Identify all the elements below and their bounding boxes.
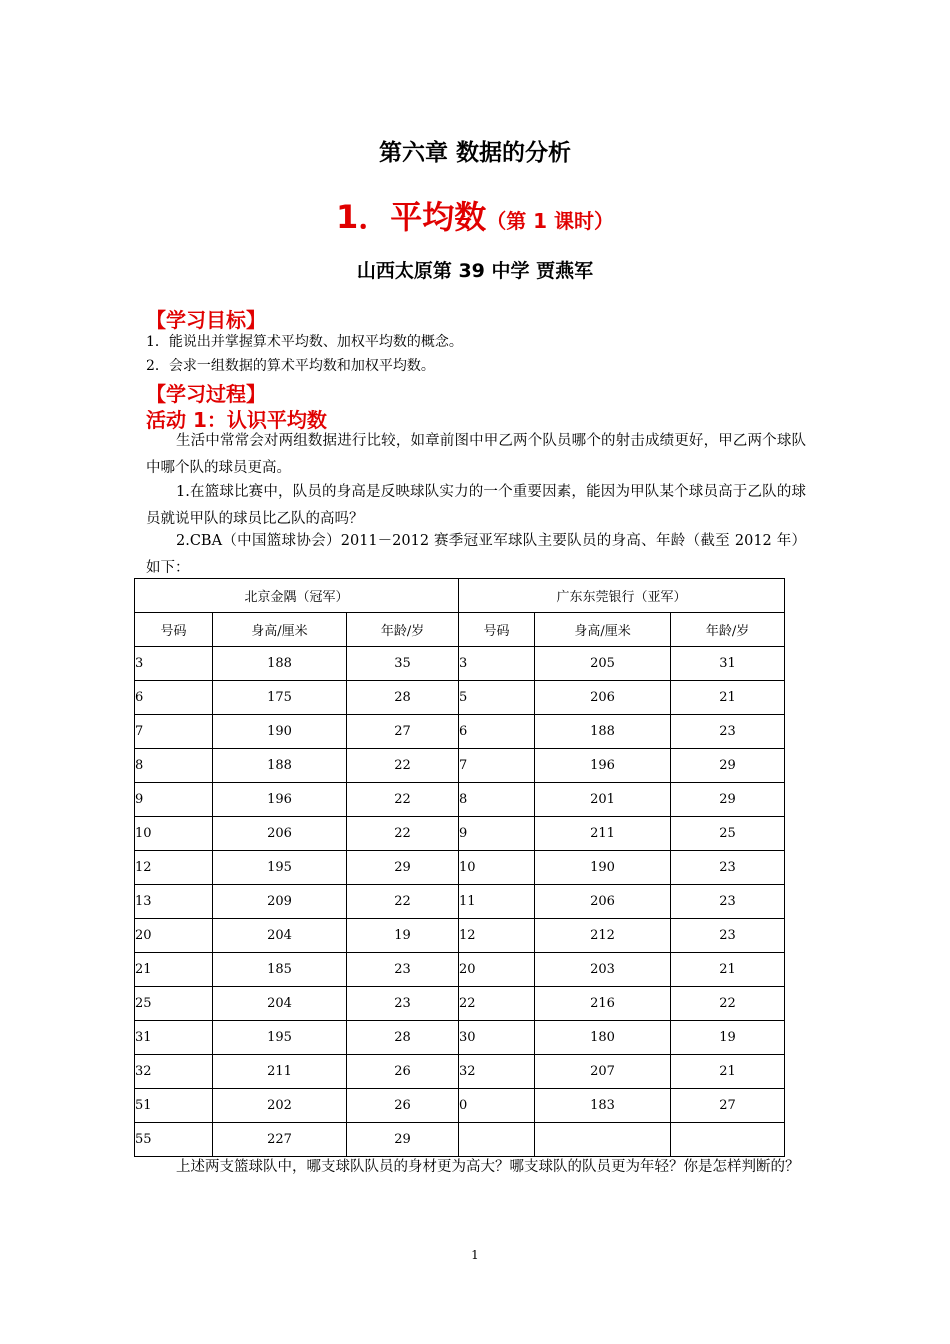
table-cell: 209 bbox=[213, 885, 347, 919]
table-cell: 29 bbox=[671, 749, 785, 783]
table-cell: 19 bbox=[347, 919, 459, 953]
table-cell: 31 bbox=[135, 1021, 213, 1055]
table-row bbox=[135, 953, 785, 987]
table-cell: 30 bbox=[459, 1021, 535, 1055]
table-cell: 29 bbox=[347, 1123, 459, 1157]
column-header: 号码 bbox=[135, 613, 213, 647]
process-heading: 【学习过程】 bbox=[146, 382, 266, 406]
table-cell bbox=[535, 1123, 671, 1157]
table-cell: 21 bbox=[671, 953, 785, 987]
table-cell: 23 bbox=[347, 987, 459, 1021]
table-cell: 212 bbox=[535, 919, 671, 953]
column-header: 年龄/岁 bbox=[347, 613, 459, 647]
table-cell: 0 bbox=[459, 1089, 535, 1123]
table-cell: 22 bbox=[347, 749, 459, 783]
activity-heading: 活动 1：认识平均数 bbox=[146, 408, 327, 432]
table-cell: 202 bbox=[213, 1089, 347, 1123]
table-cell: 55 bbox=[135, 1123, 213, 1157]
column-header: 号码 bbox=[459, 613, 535, 647]
team-a-name: 北京金隅（冠军） bbox=[135, 579, 459, 613]
table-cell: 8 bbox=[459, 783, 535, 817]
team-header-row bbox=[135, 579, 785, 613]
question-1-paragraph: 1.在篮球比赛中，队员的身高是反映球队实力的一个重要因素，能因为甲队某个球员高于乙队的球员就说甲队的球员比乙队的高吗？ bbox=[146, 484, 806, 527]
table-cell: 201 bbox=[535, 783, 671, 817]
table-cell: 20 bbox=[135, 919, 213, 953]
chapter-title: 第六章 数据的分析 bbox=[378, 140, 571, 166]
table-cell: 28 bbox=[347, 1021, 459, 1055]
table-row bbox=[135, 1089, 785, 1123]
table-cell: 188 bbox=[213, 647, 347, 681]
table-row bbox=[135, 851, 785, 885]
table-cell: 23 bbox=[671, 851, 785, 885]
table-row bbox=[135, 987, 785, 1021]
table-cell: 26 bbox=[347, 1089, 459, 1123]
table-row bbox=[135, 1021, 785, 1055]
table-cell: 188 bbox=[213, 749, 347, 783]
table-cell: 26 bbox=[347, 1055, 459, 1089]
table-cell: 32 bbox=[459, 1055, 535, 1089]
table-cell bbox=[671, 1123, 785, 1157]
table-cell: 5 bbox=[459, 681, 535, 715]
table-cell: 9 bbox=[459, 817, 535, 851]
table-cell: 211 bbox=[535, 817, 671, 851]
table-cell: 29 bbox=[671, 783, 785, 817]
page-number: 1 bbox=[471, 1248, 479, 1262]
author-line: 山西太原第 39 中学 贾燕军 bbox=[356, 260, 594, 282]
table-cell: 195 bbox=[213, 851, 347, 885]
table-cell: 23 bbox=[671, 715, 785, 749]
table-cell: 190 bbox=[535, 851, 671, 885]
goals-heading: 【学习目标】 bbox=[146, 308, 266, 332]
table-cell: 31 bbox=[671, 647, 785, 681]
follow-up-question: 上述两支篮球队中，哪支球队队员的身材更为高大？哪支球队的队员更为年轻？你是怎样判断的？ bbox=[176, 1159, 800, 1175]
team-b-name: 广东东莞银行（亚军） bbox=[459, 579, 785, 613]
table-cell: 196 bbox=[213, 783, 347, 817]
table-cell: 188 bbox=[535, 715, 671, 749]
table-cell: 7 bbox=[459, 749, 535, 783]
table-row bbox=[135, 885, 785, 919]
table-cell: 183 bbox=[535, 1089, 671, 1123]
table-cell: 207 bbox=[535, 1055, 671, 1089]
table-cell: 25 bbox=[671, 817, 785, 851]
table-cell: 20 bbox=[459, 953, 535, 987]
table-cell: 8 bbox=[135, 749, 213, 783]
lesson-title bbox=[0, 192, 950, 238]
table-cell: 51 bbox=[135, 1089, 213, 1123]
table-cell: 206 bbox=[213, 817, 347, 851]
table-row bbox=[135, 681, 785, 715]
table-cell: 25 bbox=[135, 987, 213, 1021]
table-cell: 21 bbox=[671, 1055, 785, 1089]
table-row bbox=[135, 1055, 785, 1089]
table-row bbox=[135, 749, 785, 783]
table-cell: 196 bbox=[535, 749, 671, 783]
table-cell bbox=[459, 1123, 535, 1157]
question-2-paragraph: 2.CBA（中国篮球协会）2011－2012 赛季冠亚军球队主要队员的身高、年龄（截至 2012 年）如下： bbox=[146, 533, 806, 576]
table-cell: 27 bbox=[347, 715, 459, 749]
lesson-title-sub: （第 1 课时） bbox=[486, 209, 615, 233]
table-cell: 19 bbox=[671, 1021, 785, 1055]
table-cell: 22 bbox=[671, 987, 785, 1021]
table-cell: 35 bbox=[347, 647, 459, 681]
table-cell: 227 bbox=[213, 1123, 347, 1157]
table-cell: 23 bbox=[347, 953, 459, 987]
table-cell: 29 bbox=[347, 851, 459, 885]
table-cell: 185 bbox=[213, 953, 347, 987]
table-cell: 7 bbox=[135, 715, 213, 749]
table-cell: 13 bbox=[135, 885, 213, 919]
table-cell: 6 bbox=[135, 681, 213, 715]
table-cell: 10 bbox=[135, 817, 213, 851]
table-cell: 12 bbox=[135, 851, 213, 885]
intro-paragraph: 生活中常常会对两组数据进行比较，如章前图中甲乙两个队员哪个的射击成绩更好，甲乙两个球队中哪个队的球员更高。 bbox=[146, 433, 806, 476]
table-cell: 21 bbox=[135, 953, 213, 987]
column-header-row bbox=[135, 613, 785, 647]
table-cell: 3 bbox=[135, 647, 213, 681]
table-cell: 27 bbox=[671, 1089, 785, 1123]
table-cell: 10 bbox=[459, 851, 535, 885]
table-cell: 6 bbox=[459, 715, 535, 749]
column-header: 年龄/岁 bbox=[671, 613, 785, 647]
table-cell: 175 bbox=[213, 681, 347, 715]
table-cell: 206 bbox=[535, 681, 671, 715]
column-header: 身高/厘米 bbox=[213, 613, 347, 647]
team-stats-table bbox=[134, 578, 785, 1157]
table-cell: 190 bbox=[213, 715, 347, 749]
table-cell: 216 bbox=[535, 987, 671, 1021]
table-cell: 22 bbox=[347, 783, 459, 817]
table-cell: 9 bbox=[135, 783, 213, 817]
table-cell: 204 bbox=[213, 987, 347, 1021]
table-cell: 12 bbox=[459, 919, 535, 953]
goal-item-1: 1．能说出并掌握算术平均数、加权平均数的概念。 bbox=[146, 334, 463, 350]
table-cell: 32 bbox=[135, 1055, 213, 1089]
goal-item-2: 2．会求一组数据的算术平均数和加权平均数。 bbox=[146, 358, 435, 374]
table-cell: 21 bbox=[671, 681, 785, 715]
table-cell: 11 bbox=[459, 885, 535, 919]
table-cell: 22 bbox=[459, 987, 535, 1021]
table-cell: 204 bbox=[213, 919, 347, 953]
table-cell: 205 bbox=[535, 647, 671, 681]
table-cell: 3 bbox=[459, 647, 535, 681]
table-row bbox=[135, 817, 785, 851]
table-cell: 203 bbox=[535, 953, 671, 987]
table-row bbox=[135, 715, 785, 749]
table-cell: 180 bbox=[535, 1021, 671, 1055]
table-cell: 22 bbox=[347, 817, 459, 851]
column-header: 身高/厘米 bbox=[535, 613, 671, 647]
table-cell: 28 bbox=[347, 681, 459, 715]
table-cell: 195 bbox=[213, 1021, 347, 1055]
table-cell: 23 bbox=[671, 885, 785, 919]
table-row bbox=[135, 647, 785, 681]
table-row bbox=[135, 783, 785, 817]
lesson-title-main: 1．平均数 bbox=[335, 198, 487, 236]
table-cell: 23 bbox=[671, 919, 785, 953]
table-row bbox=[135, 1123, 785, 1157]
table-cell: 22 bbox=[347, 885, 459, 919]
table-cell: 206 bbox=[535, 885, 671, 919]
table-cell: 211 bbox=[213, 1055, 347, 1089]
table-row bbox=[135, 919, 785, 953]
